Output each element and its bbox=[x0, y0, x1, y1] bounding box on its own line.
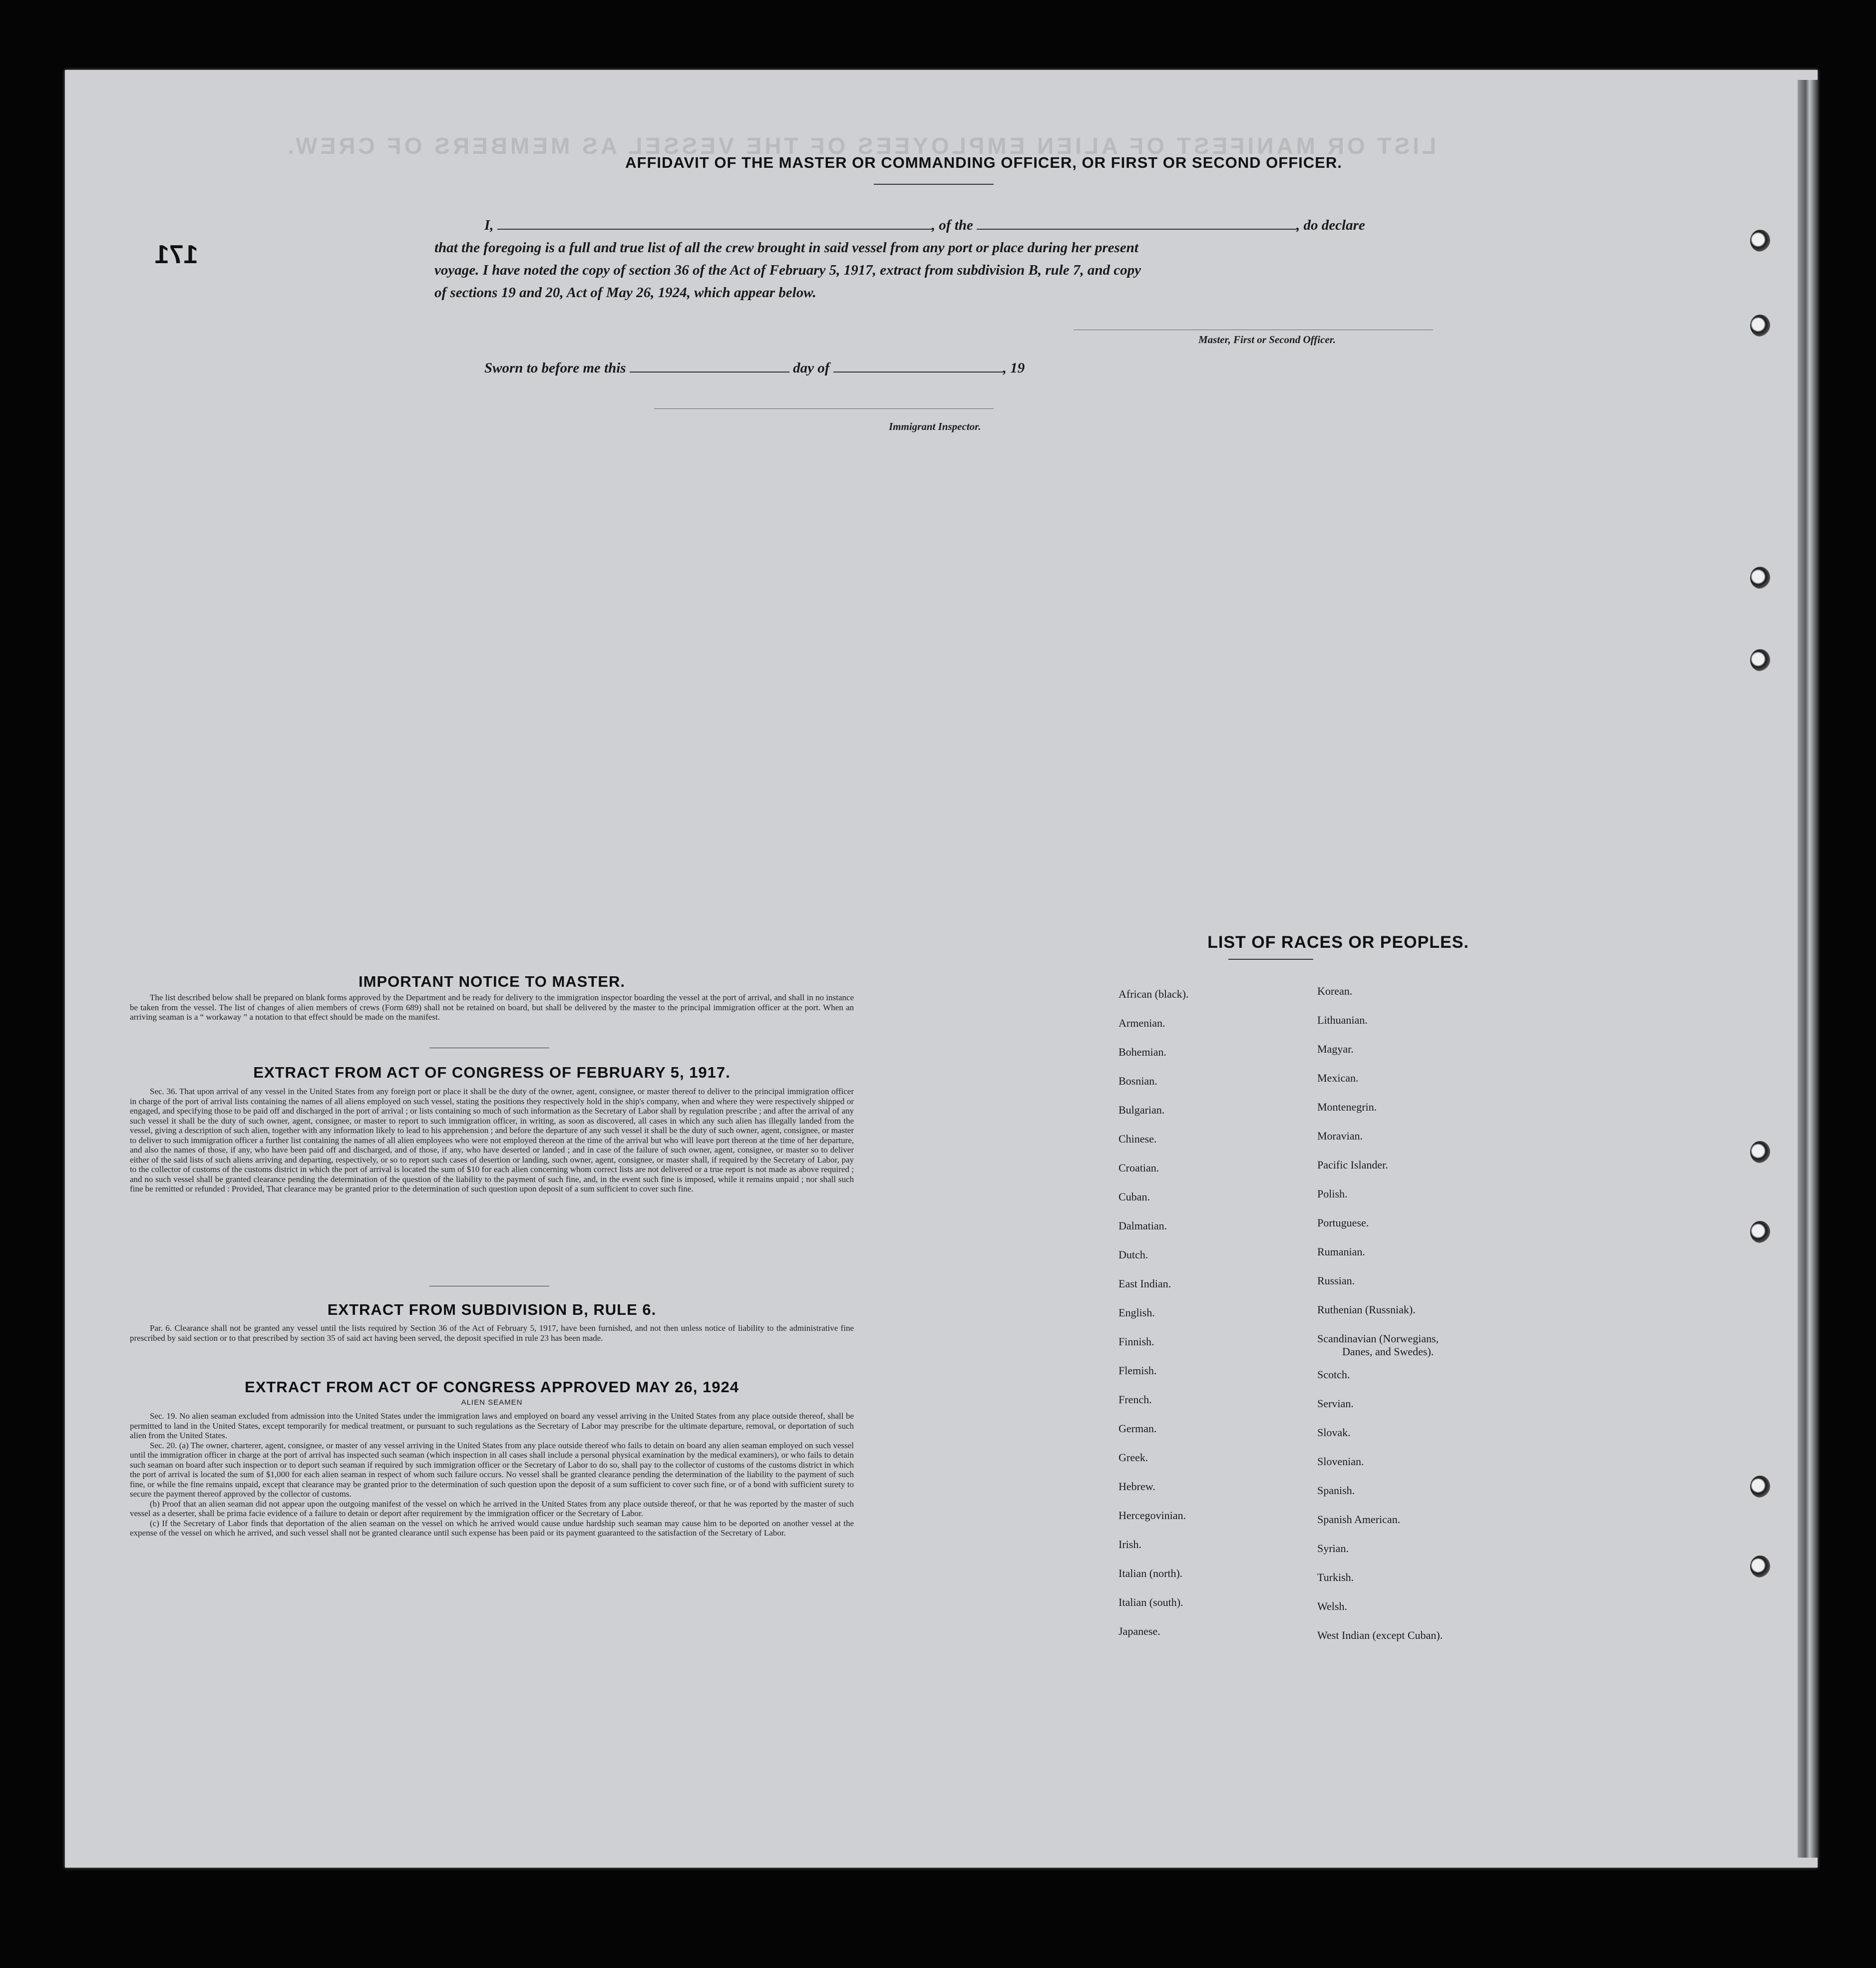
binder-hole bbox=[1750, 1221, 1770, 1243]
binder-hole bbox=[1750, 1556, 1770, 1577]
page-stack-edge bbox=[1798, 80, 1818, 1858]
page-number: 171 bbox=[155, 240, 198, 269]
section-20c-paragraph: (c) If the Secretary of Labor finds that deportation of the alien seaman on the vessel on which he arrived would cause undue hardship such seaman may cause him to be deported on another vessel at the expense of the vessel on which he arrived, and such vessel shall not be granted clearance until such expense has been paid or its payment guaranteed to the satisfaction of the Secretary of Labor. bbox=[130, 1518, 854, 1538]
race-item: Korean. bbox=[1317, 985, 1353, 997]
race-item: Italian (north). bbox=[1119, 1567, 1183, 1579]
year-text: , 19 bbox=[1003, 360, 1025, 376]
notice-paragraph: The list described below shall be prepared on blank forms approved by the Department and be ready for delivery to the immigration inspector boarding the vessel at the port of arrival, and shall in no instance be taken from the vessel. The list of changes of alien members of crews (Form 689) shall not be retained on board, but shall be delivered by the master to the principal immigration officer at the port. When an arriving seaman is a “ workaway ” a notation to that effect should be made on the manifest. bbox=[130, 993, 854, 1022]
race-item: Armenian. bbox=[1119, 1017, 1165, 1029]
bleed-through-heading: LIST OR MANIFEST OF ALIEN EMPLOYEES OF THE VESSEL AS MEMBERS OF CREW. bbox=[285, 133, 1437, 159]
inspector-signature-label: Immigrant Inspector. bbox=[889, 420, 981, 432]
race-item: Scandinavian (Norwegians, bbox=[1317, 1332, 1439, 1345]
section-19-paragraph: Sec. 19. No alien seaman excluded from admission into the United States under the immigration laws and employed on board any vessel arriving in the United States from any place outside thereof, shall be permitted to land in the United States, except temporarily for medical treatment, or pursuant to such regulations as the Secretary of Labor may prescribe for the ultimate departure, removal, or deportation of such alien from the United States. bbox=[130, 1411, 854, 1440]
extract-1924-title: EXTRACT FROM ACT OF CONGRESS APPROVED MAY 26, 1924 bbox=[245, 1378, 739, 1396]
affidavit-line-1 bbox=[484, 216, 1365, 234]
race-item: Croatian. bbox=[1119, 1162, 1159, 1174]
race-item: Rumanian. bbox=[1317, 1245, 1365, 1258]
race-item: Russian. bbox=[1317, 1274, 1355, 1287]
notice-title: IMPORTANT NOTICE TO MASTER. bbox=[359, 973, 625, 990]
paragraph-6: Par. 6. Clearance shall not be granted any vessel until the lists required by Section 36 of the Act of February 5, 1917, have been furnished, and not then unless notice of liability to the administrative fine prescribed by said section or to that prescribed by section 35 of said act having been served, the deposit specified in rule 23 has been made. bbox=[130, 1323, 854, 1343]
notice-text bbox=[130, 993, 854, 1022]
sworn-day-field[interactable] bbox=[630, 359, 789, 373]
races-title-rule bbox=[1228, 959, 1313, 960]
subdivision-b-title: EXTRACT FROM SUBDIVISION B, RULE 6. bbox=[327, 1301, 657, 1318]
affidavit-of-the: , of the bbox=[931, 217, 973, 233]
race-item: Cuban. bbox=[1119, 1190, 1150, 1203]
race-item: Montenegrin. bbox=[1317, 1101, 1377, 1113]
race-item: Bulgarian. bbox=[1119, 1104, 1165, 1116]
binder-hole bbox=[1750, 649, 1770, 671]
race-item: Ruthenian (Russniak). bbox=[1317, 1303, 1416, 1316]
race-item: Moravian. bbox=[1317, 1130, 1363, 1142]
race-item: English. bbox=[1119, 1306, 1155, 1319]
race-item: Italian (south). bbox=[1119, 1596, 1183, 1608]
affidavit-title: AFFIDAVIT OF THE MASTER OR COMMANDING OFFICER, OR FIRST OR SECOND OFFICER. bbox=[625, 154, 1342, 171]
section-36-paragraph: Sec. 36. That upon arrival of any vessel in the United States from any foreign port or place it shall be the duty of the owner, agent, consignee, or master thereof to deliver to the principal immigration officer in charge of the port of arrival lists containing the names of all aliens employed on such vessel, stating the positions they respectively hold in the ship's company, when and where they were respectively shipped or engaged, and specifying those to be paid off and discharged in the port of arrival ; or lists containing so much of such information as the Secretary of Labor shall by regulation prescribe ; and after the arrival of any such vessel it shall be the duty of such owner, agent, consignee, or master to report to such immigration officer, in writing, as soon as discovered, all cases in which any such alien has illegally landed from the vessel, giving a description of such alien, together with any information likely to lead to his apprehension ; and before the departure of any such vessel it shall be the duty of such owner, agent, consignee, or master to deliver to such immigration officer a further list containing the names of all alien employees who were not employed thereon at the time of the arrival but who will leave port thereon at the time of her departure, and also the names of those, if any, who have been paid off and discharged, and of those, if any, who have deserted or landed ; and in case of the failure of such owner, agent, consignee, or master so to deliver either of the said lists of such aliens arriving and departing, respectively, or so to report such cases of desertion or landing, such owner, agent, consignee, or master shall, if required by the Secretary of Labor, pay to the collector of customs of the customs district in which the port of arrival is located the sum of $10 for each alien concerning whom correct lists are not delivered or a true report is not made as above required ; and no such vessel shall be granted clearance pending the determination of the question of the liability to the payment of such fine, and, in the event such fine is imposed, while it remains unpaid ; nor shall such fine be remitted or refunded : Provided, That clearance may be granted prior to the determination of such question upon deposit of a sum sufficient to cover such fine. bbox=[130, 1087, 854, 1193]
race-item: Japanese. bbox=[1119, 1625, 1160, 1637]
race-item: Slovak. bbox=[1317, 1426, 1351, 1439]
race-item: Lithuanian. bbox=[1317, 1014, 1368, 1026]
inspector-signature-line[interactable] bbox=[654, 408, 994, 409]
affidavit-i: I, bbox=[484, 217, 494, 233]
affidavit-do-declare: , do declare bbox=[1296, 217, 1365, 233]
day-of-text: day of bbox=[793, 360, 830, 376]
binder-hole bbox=[1750, 315, 1770, 337]
race-item: Mexican. bbox=[1317, 1072, 1359, 1084]
race-item: Magyar. bbox=[1317, 1043, 1354, 1055]
vessel-name-field[interactable] bbox=[977, 216, 1296, 230]
race-item: Chinese. bbox=[1119, 1133, 1157, 1145]
race-item: Dutch. bbox=[1119, 1248, 1148, 1261]
section-20b-paragraph: (b) Proof that an alien seaman did not appear upon the outgoing manifest of the vessel on which he arrived in the United States from any place outside thereof, or that he was reported by the master of such vessel as a deserter, shall be prima facie evidence of a failure to detain or deport after requirement by the immigration officer or the Secretary of Labor. bbox=[130, 1499, 854, 1518]
race-item: Syrian. bbox=[1317, 1542, 1349, 1555]
race-item: Scotch. bbox=[1317, 1368, 1350, 1381]
race-item-continued: Danes, and Swedes). bbox=[1342, 1345, 1434, 1358]
affidavit-line-4: of sections 19 and 20, Act of May 26, 1924, which appear below. bbox=[434, 285, 816, 301]
race-item: Pacific Islander. bbox=[1317, 1159, 1388, 1171]
race-item: Welsh. bbox=[1317, 1600, 1347, 1612]
race-item: Hercegovinian. bbox=[1119, 1509, 1186, 1522]
race-item: French. bbox=[1119, 1393, 1152, 1406]
race-item: West Indian (except Cuban). bbox=[1317, 1629, 1443, 1641]
race-item: Bohemian. bbox=[1119, 1046, 1166, 1058]
master-name-field[interactable] bbox=[497, 216, 932, 230]
race-item: Portuguese. bbox=[1317, 1216, 1369, 1229]
races-title: LIST OF RACES OR PEOPLES. bbox=[1207, 933, 1469, 952]
race-item: Hebrew. bbox=[1119, 1480, 1155, 1493]
extract-1924-text bbox=[130, 1411, 854, 1538]
affidavit-line-2: that the foregoing is a full and true list of all the crew brought in said vessel from any port or place during her present bbox=[434, 240, 1138, 256]
race-item: Polish. bbox=[1317, 1187, 1348, 1200]
subdivision-b-text bbox=[130, 1323, 854, 1343]
sworn-text: Sworn to before me this bbox=[484, 360, 626, 376]
binder-hole bbox=[1750, 230, 1770, 252]
binder-hole bbox=[1750, 567, 1770, 589]
affidavit-title-rule bbox=[874, 184, 994, 185]
master-signature-label: Master, First or Second Officer. bbox=[1198, 334, 1336, 346]
race-item: Spanish. bbox=[1317, 1484, 1355, 1497]
race-item: Servian. bbox=[1317, 1397, 1354, 1410]
affidavit-line-3: voyage. I have noted the copy of section 36 of the Act of February 5, 1917, extract from subdivision B, rule 7, and copy bbox=[434, 262, 1141, 278]
race-item: Dalmatian. bbox=[1119, 1219, 1167, 1232]
race-item: German. bbox=[1119, 1422, 1157, 1435]
race-item: Finnish. bbox=[1119, 1335, 1154, 1348]
race-item: Bosnian. bbox=[1119, 1075, 1157, 1087]
race-item: Greek. bbox=[1119, 1451, 1148, 1464]
race-item: Spanish American. bbox=[1317, 1513, 1401, 1526]
section-20a-paragraph: Sec. 20. (a) The owner, charterer, agent, consignee, or master of any vessel arriving in the United States from any place outside thereof who fails to detain on board any alien seaman employed on such vessel until the immigration officer in charge at the port of arrival has inspected such seaman (which inspection in all cases shall include a personal physical examination by the medical examiners), or who fails to detain such seaman on board after such inspection or to deport such seaman if required by such immigration officer or the Secretary of Labor to do so, shall pay to the collector of customs of the customs district in which the port of arrival is located the sum of $1,000 for each alien seaman in respect of whom such failure occurs. No vessel shall be granted clearance pending the determination of the liability to the payment of such fine, or while the fine remains unpaid, except that clearance may be granted prior to the determination of such question upon the deposit of a sum sufficient to cover such fine, or of a bond with sufficient surety to secure the payment thereof approved by the collector of customs. bbox=[130, 1440, 854, 1499]
document-page bbox=[65, 70, 1818, 1868]
race-item: Irish. bbox=[1119, 1538, 1141, 1551]
extract-1917-title: EXTRACT FROM ACT OF CONGRESS OF FEBRUARY 5, 1917. bbox=[253, 1064, 731, 1081]
sworn-line bbox=[484, 359, 1025, 377]
sworn-month-field[interactable] bbox=[833, 359, 1003, 373]
extract-1924-subtitle: ALIEN SEAMEN bbox=[461, 1398, 523, 1407]
race-item: African (black). bbox=[1119, 988, 1189, 1000]
extract-1917-text bbox=[130, 1087, 854, 1194]
race-item: Flemish. bbox=[1119, 1364, 1157, 1377]
binder-hole bbox=[1750, 1476, 1770, 1498]
binder-hole bbox=[1750, 1141, 1770, 1163]
race-item: Turkish. bbox=[1317, 1571, 1354, 1583]
race-item: Slovenian. bbox=[1317, 1455, 1364, 1468]
race-item: East Indian. bbox=[1119, 1277, 1171, 1290]
